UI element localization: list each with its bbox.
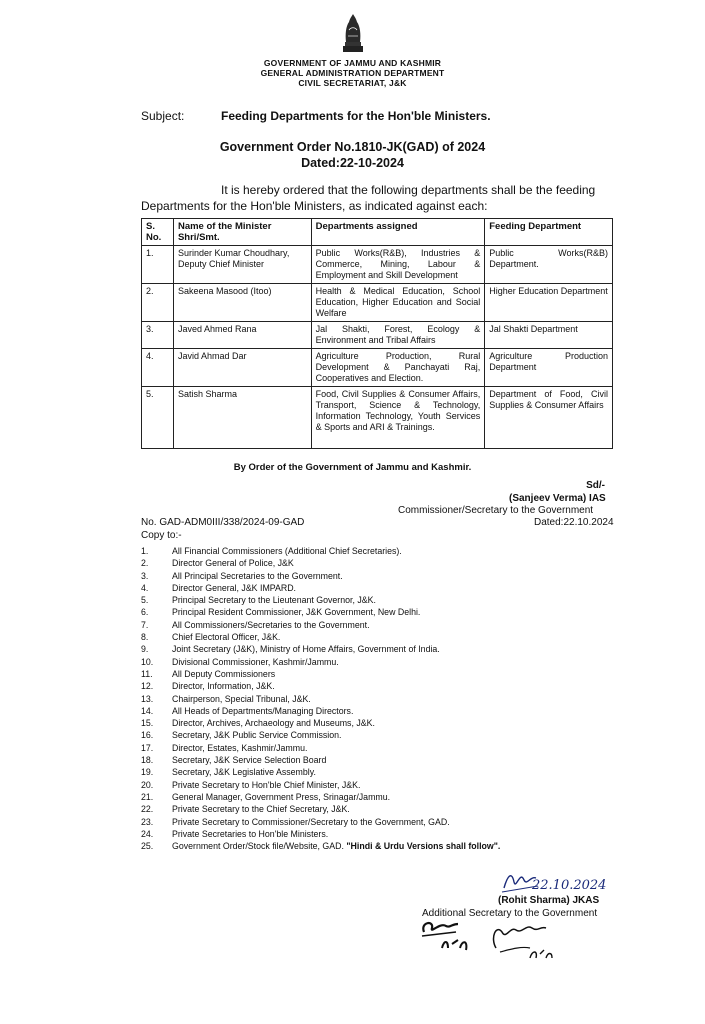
cell-sno: 4. — [142, 349, 174, 387]
list-item: 10. Divisional Commissioner, Kashmir/Jammu. — [141, 656, 339, 667]
cell-feeding: Agriculture Production Department — [485, 349, 613, 387]
header-secretariat: CIVIL SECRETARIAT, J&K — [298, 78, 407, 88]
list-item: 16. Secretary, J&K Public Service Commission. — [141, 730, 342, 741]
copy-to-label: Copy to:- — [141, 530, 182, 541]
order-date: Dated:22-10-2024 — [301, 156, 404, 170]
national-emblem-icon — [340, 12, 366, 54]
list-item: 3. All Principal Secretaries to the Government. — [141, 570, 343, 581]
subject-text: Feeding Departments for the Hon'ble Ministers. — [221, 109, 491, 123]
table-row — [142, 284, 613, 322]
reference-number: No. GAD-ADM0III/338/2024-09-GAD — [141, 517, 305, 528]
header-department: GENERAL ADMINISTRATION DEPARTMENT — [260, 68, 445, 78]
header-government: GOVERNMENT OF JAMMU AND KASHMIR — [263, 58, 442, 68]
list-item: 15. Director, Archives, Archaeology and Museums, J&K. — [141, 718, 375, 729]
cell-assigned: Food, Civil Supplies & Consumer Affairs, Transport, Science & Technology, Information Technology, Youth Services & Sports and ARI & Trainings. — [311, 387, 485, 449]
list-item: 20. Private Secretary to Hon'ble Chief Minister, J&K. — [141, 779, 361, 790]
cell-minister: Satish Sharma — [173, 387, 311, 449]
cell-feeding: Higher Education Department — [485, 284, 613, 322]
list-item: 6. Principal Resident Commissioner, J&K Government, New Delhi. — [141, 607, 421, 618]
copy-to-list — [141, 545, 500, 852]
cell-sno: 3. — [142, 322, 174, 349]
cell-feeding: Jal Shakti Department — [485, 322, 613, 349]
signatory-designation: Commissioner/Secretary to the Government — [398, 505, 594, 516]
list-item: 25. Government Order/Stock file/Website, GAD. "Hindi & Urdu Versions shall follow". — [141, 841, 501, 852]
list-item: 19. Secretary, J&K Legislative Assembly. — [141, 767, 316, 778]
header-feeding-department: Feeding Department — [485, 219, 613, 246]
list-item: 1. All Financial Commissioners (Additional Chief Secretaries). — [141, 546, 402, 556]
list-item: 23. Private Secretary to Commissioner/Secretary to the Government, GAD. — [141, 816, 450, 827]
header-minister: Name of the Minister Shri/Smt. — [173, 219, 311, 246]
list-item: 21. General Manager, Government Press, Srinagar/Jammu. — [141, 791, 391, 802]
cell-sno: 5. — [142, 387, 174, 449]
list-item: 13. Chairperson, Special Tribunal, J&K. — [141, 693, 311, 704]
second-signatory-designation: Additional Secretary to the Government — [422, 908, 598, 919]
table-header-row — [142, 219, 613, 246]
table-row — [142, 387, 613, 449]
second-signatory-name: (Rohit Sharma) JKAS — [498, 895, 600, 906]
cell-minister: Surinder Kumar Choudhary, Deputy Chief Minister — [173, 246, 311, 284]
cell-sno: 2. — [142, 284, 174, 322]
cell-minister: Sakeena Masood (Itoo) — [173, 284, 311, 322]
cell-feeding: Public Works(R&B) Department. — [485, 246, 613, 284]
cell-feeding: Department of Food, Civil Supplies & Consumer Affairs — [485, 387, 613, 449]
sd-mark: Sd/- — [586, 480, 605, 491]
cell-assigned: Jal Shakti, Forest, Ecology & Environment and Tribal Affairs — [311, 322, 485, 349]
table-row — [142, 246, 613, 284]
list-item: 7. All Commissioners/Secretaries to the Government. — [141, 619, 370, 630]
list-item: 18. Secretary, J&K Service Selection Board — [141, 755, 327, 766]
list-item: 8. Chief Electoral Officer, J&K. — [141, 632, 281, 643]
list-item: 5. Principal Secretary to the Lieutenant Governor, J&K. — [141, 595, 376, 606]
by-order-line: By Order of the Government of Jammu and Kashmir. — [233, 462, 472, 473]
departments-table — [141, 218, 613, 449]
list-item: 17. Director, Estates, Kashmir/Jammu. — [141, 742, 308, 753]
list-item: 11. All Deputy Commissioners — [141, 668, 276, 679]
cell-assigned: Health & Medical Education, School Education, Higher Education and Social Welfare — [311, 284, 485, 322]
list-item: 2. Director General of Police, J&K — [141, 558, 294, 569]
cell-assigned: Public Works(R&B), Industries & Commerce, Mining, Labour & Employment and Skill Development — [311, 246, 485, 284]
handwritten-date: 22.10.2024 — [532, 878, 607, 893]
list-item: 22. Private Secretary to the Chief Secretary, J&K. — [141, 804, 350, 815]
list-item: 4. Director General, J&K IMPARD. — [141, 582, 297, 593]
list-item: 24. Private Secretaries to Hon'ble Ministers. — [141, 828, 329, 839]
cell-sno: 1. — [142, 246, 174, 284]
signatory-name: (Sanjeev Verma) IAS — [509, 493, 606, 504]
subject-label: Subject: — [141, 109, 185, 123]
cell-minister: Javed Ahmed Rana — [173, 322, 311, 349]
header-departments-assigned: Departments assigned — [311, 219, 485, 246]
intro-paragraph: It is hereby ordered that the following departments shall be the feeding Departments for the Hon'ble Ministers, as indicated against each: — [141, 183, 596, 213]
table-row — [142, 349, 613, 387]
list-item: 9. Joint Secretary (J&K), Ministry of Home Affairs, Government of India. — [141, 644, 440, 655]
list-item: 12. Director, Information, J&K. — [141, 681, 275, 692]
header-sno: S. No. — [142, 219, 174, 246]
cell-assigned: Agriculture Production, Rural Development & Panchayati Raj, Cooperatives and Election. — [311, 349, 485, 387]
list-item: 14. All Heads of Departments/Managing Directors. — [141, 705, 354, 716]
order-number: Government Order No.1810-JK(GAD) of 2024 — [219, 140, 486, 154]
initials-scribble-icon — [418, 918, 478, 956]
table-row — [142, 322, 613, 349]
signatory-date: Dated:22.10.2024 — [534, 517, 614, 528]
initials-scribble-icon — [486, 918, 566, 962]
cell-minister: Javid Ahmad Dar — [173, 349, 311, 387]
